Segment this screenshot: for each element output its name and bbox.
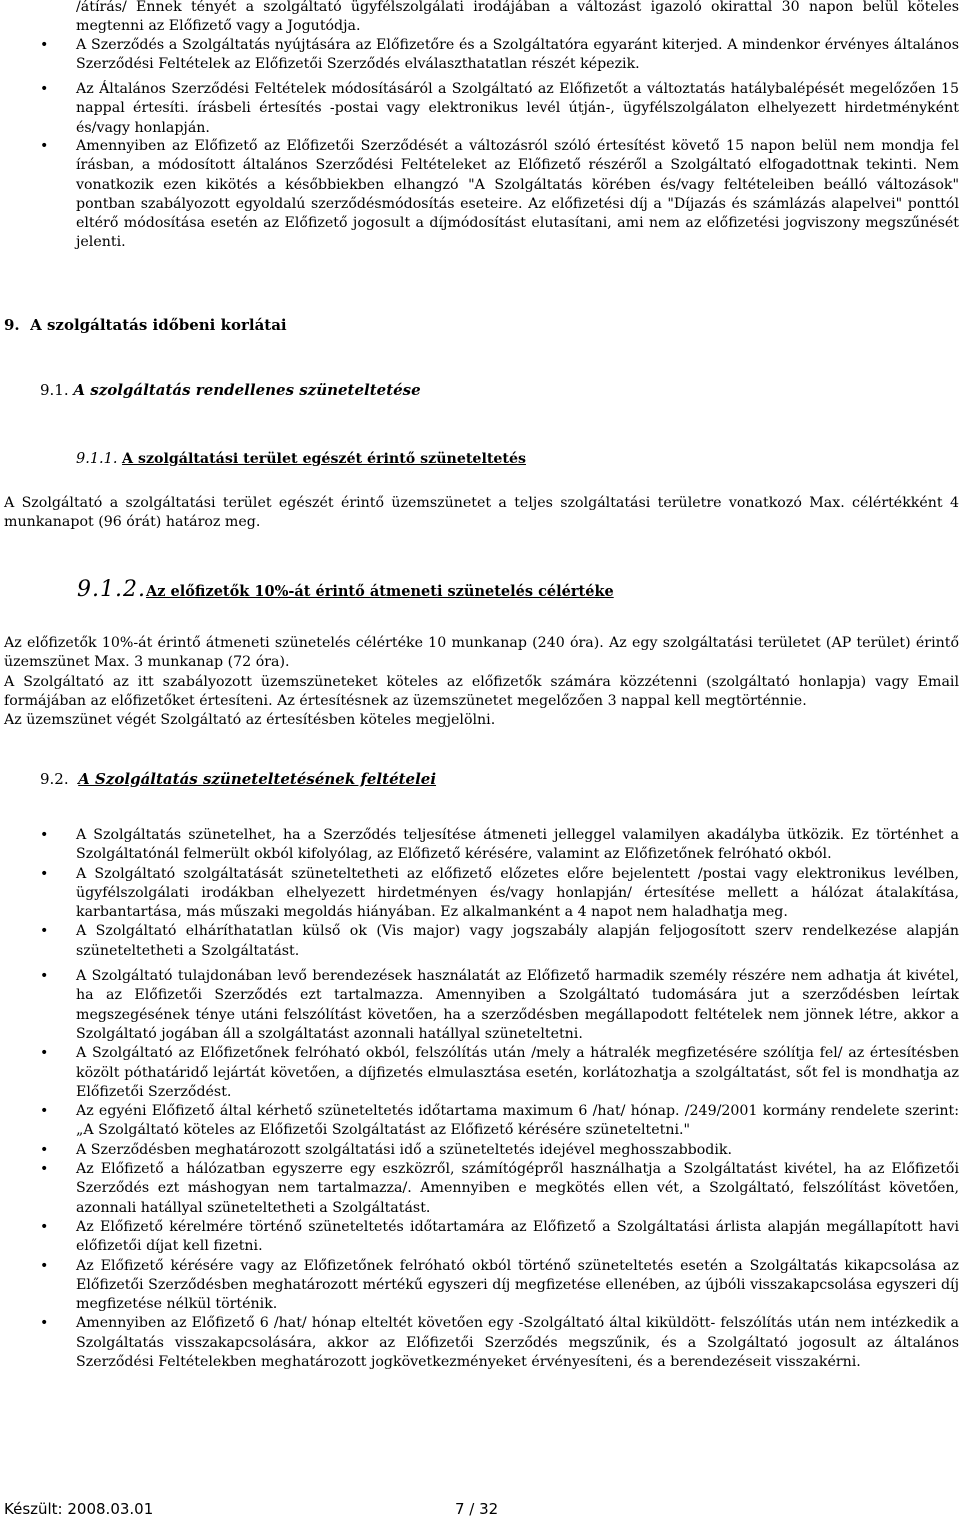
list-item-text: Az Előfizető kérelmére történő szüneteltetés időtartamára az Előfizető a Szolgáltatási árlista alapján megállapított havi előfizetői díjat kell fizetni. (76, 1218, 959, 1255)
section-9-2-bullet-list (40, 826, 959, 1372)
paragraph: A Szolgáltató az itt szabályozott üzemszüneteket köteles az előfizetők számára közzétenni (szolgáltató honlapja) vagy Email formájában az előfizetőket értesíteni. Az értesítésnek az üzemszünetet megelőzően 3 nappal kell megtörténnie. (4, 673, 959, 709)
list-item-text: Az Előfizető a hálózatban egyszerre egy eszközről, számítógépről használhatja a Szolgáltatást kivétel, ha az Előfizetői Szerződés ezt máshogyan nem tartalmazza/. Amennyiben e megkötés ellen vét, a Szolgáltató, felszólítást követően, azonnali hatállyal szüneteltetheti a Szolgáltatást. (76, 1161, 959, 1216)
list-item-text: A Szolgáltató elháríthatatlan külső ok (Vis major) vagy jogszabály alapján feljogosított szerv rendelkezése alapján szüneteltetheti a Szolgáltatást. (76, 923, 959, 959)
list-item-text: Az egyéni Előfizető által kérhető szüneteltetés időtartama maximum 6 /hat/ hónap. /249/2001 kormány rendelete szerint: „A Szolgáltató köteles az Előfizetői Szolgáltatást az Előfizető kérésére szüneteltetni." (76, 1103, 959, 1139)
bullet-icon: • (40, 1218, 49, 1235)
bullet-icon: • (40, 1161, 49, 1178)
list-item-text: Amennyiben az Előfizető az Előfizetői Szerződését a változásról szóló értesítést követő 15 napon belül nem mondja fel írásban, a módosított általános Szerződési Feltételeket az Előfizető részéről a Szolgáltató elfogadottnak tekinti. Nem vonatkozik ezen kikötés a későbbiekben elhangzó "A Szolgáltatás körében és/vagy feltételeiben beálló változások" pontban szabályozott egyoldalú szerződésmódosítás eseteire. Az előfizetési díj a "Díjazás és számlázás alapelvei" ponttól eltérő módosítása esetén az Előfizető jogosult a díjmódosítást elutasítani, ami nem az előfizetési jogviszony megszűnését jelenti. (76, 138, 959, 251)
list-item (40, 0, 959, 36)
list-item-text: Az Előfizető kérésére vagy az Előfizetőnek felróható okból történő szüneteltetés esetén a Szolgáltatás kikapcsolása az Előfizetői Szerződésben meghatározott mértékű egyszeri díj megfizetése ellenében, az újbóli visszakapcsolása egyszeri díj megfizetése nélkül történik. (76, 1257, 959, 1313)
bullet-icon: • (40, 827, 49, 843)
list-item (40, 922, 959, 961)
list-item (40, 1102, 959, 1141)
list-item-text: A Szolgáltatás szünetelhet, ha a Szerződés teljesítése átmeneti jelleggel valamilyen akadályba ütközik. Ez történhet a Szolgáltatónál felmerült okból kifolyólag, az Előfizető kérésére, valamint az Előfizetőnek felróható okból. (76, 827, 959, 863)
bullet-icon: • (40, 1257, 49, 1274)
list-item-text: A Szolgáltató tulajdonában levő berendezések használatát az Előfizető harmadik személy részére nem adhatja át kivétel, ha az Előfizetői Szerződés ezt tartalmazza. Amennyiben a Szolgáltató tudomására jut a szerződésben leírtak megszegésének ténye utáni felszólítást követően, ha a szerződésben megállapodott feltételek nem jönnek létre, akkor a Szolgáltató jogában áll a szolgáltatást azonnali hatállyal szüneteltetni. (76, 968, 959, 1042)
list-item (40, 1314, 959, 1372)
list-item (40, 1160, 959, 1218)
paragraph: A Szolgáltató a szolgáltatási terület egészét érintő üzemszünetet a teljes szolgáltatási területre vonatkozó Max. célértékként 4 munkanapot (96 órát) határoz meg. (4, 495, 959, 531)
section-9-1-2-body (4, 634, 959, 730)
list-item (40, 826, 959, 865)
section-heading-9-2 (40, 770, 436, 789)
footer-page-number: 7 / 32 (455, 1500, 499, 1518)
section-number: 9. (4, 316, 20, 334)
bullet-icon: • (40, 968, 49, 985)
section-heading-9 (4, 316, 287, 335)
bullet-icon: • (40, 923, 49, 940)
section-number: 9.1.1. (76, 451, 118, 467)
bullet-icon: • (40, 1141, 49, 1158)
list-item (40, 1044, 959, 1102)
list-item (40, 137, 959, 253)
section-number: 9.2. (40, 770, 69, 788)
bullet-icon: • (40, 81, 49, 97)
section-title: Az előfizetők 10%-át érintő átmeneti szünetelés célértéke (145, 583, 614, 600)
bullet-icon: • (40, 1315, 49, 1332)
section-heading-9-1-2 (77, 577, 614, 602)
list-item-text: Az Általános Szerződési Feltételek módosításáról a Szolgáltató az Előfizetőt a változtatás hatálybalépését megelőzően 15 nappal értesíti. írásbeli értesítés -postai vagy elektronikus levél útján-, ügyfélszolgálaton elhelyezett hirdetményként és/vagy honlapján. (76, 81, 959, 136)
list-item-text: A Szerződésben meghatározott szolgáltatási idő a szüneteltetés idejével meghosszabbodik. (76, 1141, 733, 1158)
list-item-text: /átírás/ Ennek tényét a szolgáltató ügyfélszolgálati irodájában a változást igazoló okirattal 30 napon belül köteles megtenni az Előfizető vagy a Jogutódja. (76, 0, 959, 35)
bullet-icon: • (40, 138, 49, 154)
paragraph: Az előfizetők 10%-át érintő átmeneti szünetelés célértéke 10 munkanap (240 óra). Az egy szolgáltatási területet (AP terület) érintő üzemszünet Max. 3 munkanap (72 óra). (4, 635, 959, 671)
list-item (40, 36, 959, 74)
section-number: 9.1. (40, 381, 69, 399)
list-item-text: A Szolgáltató szolgáltatását szüneteltetheti az előfizető előzetes előre bejelentett /postai vagy elektronikus levélben, ügyfélszolgálati irodákban elhelyezett hirdetményen és/vagy honlapján/ értesítése mellett a hálózat átalakítása, karbantartása, más műszaki megoldás hiányában. Ez alkalmanként a 4 napot nem haladhatja meg. (76, 865, 959, 921)
section-title: A szolgáltatás időbeni korlátai (30, 316, 287, 334)
top-bullet-list (40, 0, 959, 253)
list-item-text: A Szolgáltató az Előfizetőnek felróható okból, felszólítás után /mely a hátralék megfizetésére szólítja fel/ az értesítésben közölt póthatáridő lejártát követően, a díjfizetés elmulasztása esetén, korlátozhatja a szolgáltatást, sőt fel is mondhatja az Előfizetői Szerződést. (76, 1045, 959, 1100)
list-item (40, 1218, 959, 1257)
list-item (40, 961, 959, 1044)
footer-created-date: Készült: 2008.03.01 (4, 1500, 154, 1518)
list-item (40, 1141, 959, 1160)
section-number: 9.1.2. (77, 577, 146, 602)
bullet-icon: • (40, 865, 49, 882)
section-heading-9-1 (40, 381, 421, 400)
list-item (40, 74, 959, 137)
list-item-text: A Szerződés a Szolgáltatás nyújtására az Előfizetőre és a Szolgáltatóra egyaránt kiterjed. A mindenkor érvényes általános Szerződési Feltételek az Előfizetői Szerződés elválaszthatatlan részét képezik. (76, 37, 959, 73)
list-item (40, 1257, 959, 1315)
section-heading-9-1-1 (76, 450, 526, 469)
section-title: A szolgáltatás rendellenes szüneteltetése (73, 381, 421, 399)
list-item (40, 865, 959, 923)
list-item-text: Amennyiben az Előfizető 6 /hat/ hónap elteltét követően egy -Szolgáltató által kiküldött- felszólítás után nem intézkedik a Szolgáltatás visszakapcsolására, akkor az Előfizetői Szerződés megszűnik, és a Szolgáltató jogosult az általános Szerződési Feltételekben meghatározott jogkövetkezményeket érvényesíteni, és a berendezéseit visszakérni. (76, 1315, 959, 1371)
section-title: A Szolgáltatás szüneteltetésének feltételei (78, 770, 437, 788)
paragraph: Az üzemszünet végét Szolgáltató az értesítésben köteles megjelölni. (4, 712, 496, 729)
bullet-icon: • (40, 1045, 49, 1062)
section-title: A szolgáltatási terület egészét érintő szüneteltetés (122, 451, 526, 467)
bullet-icon: • (40, 37, 49, 53)
bullet-icon: • (40, 1103, 49, 1120)
